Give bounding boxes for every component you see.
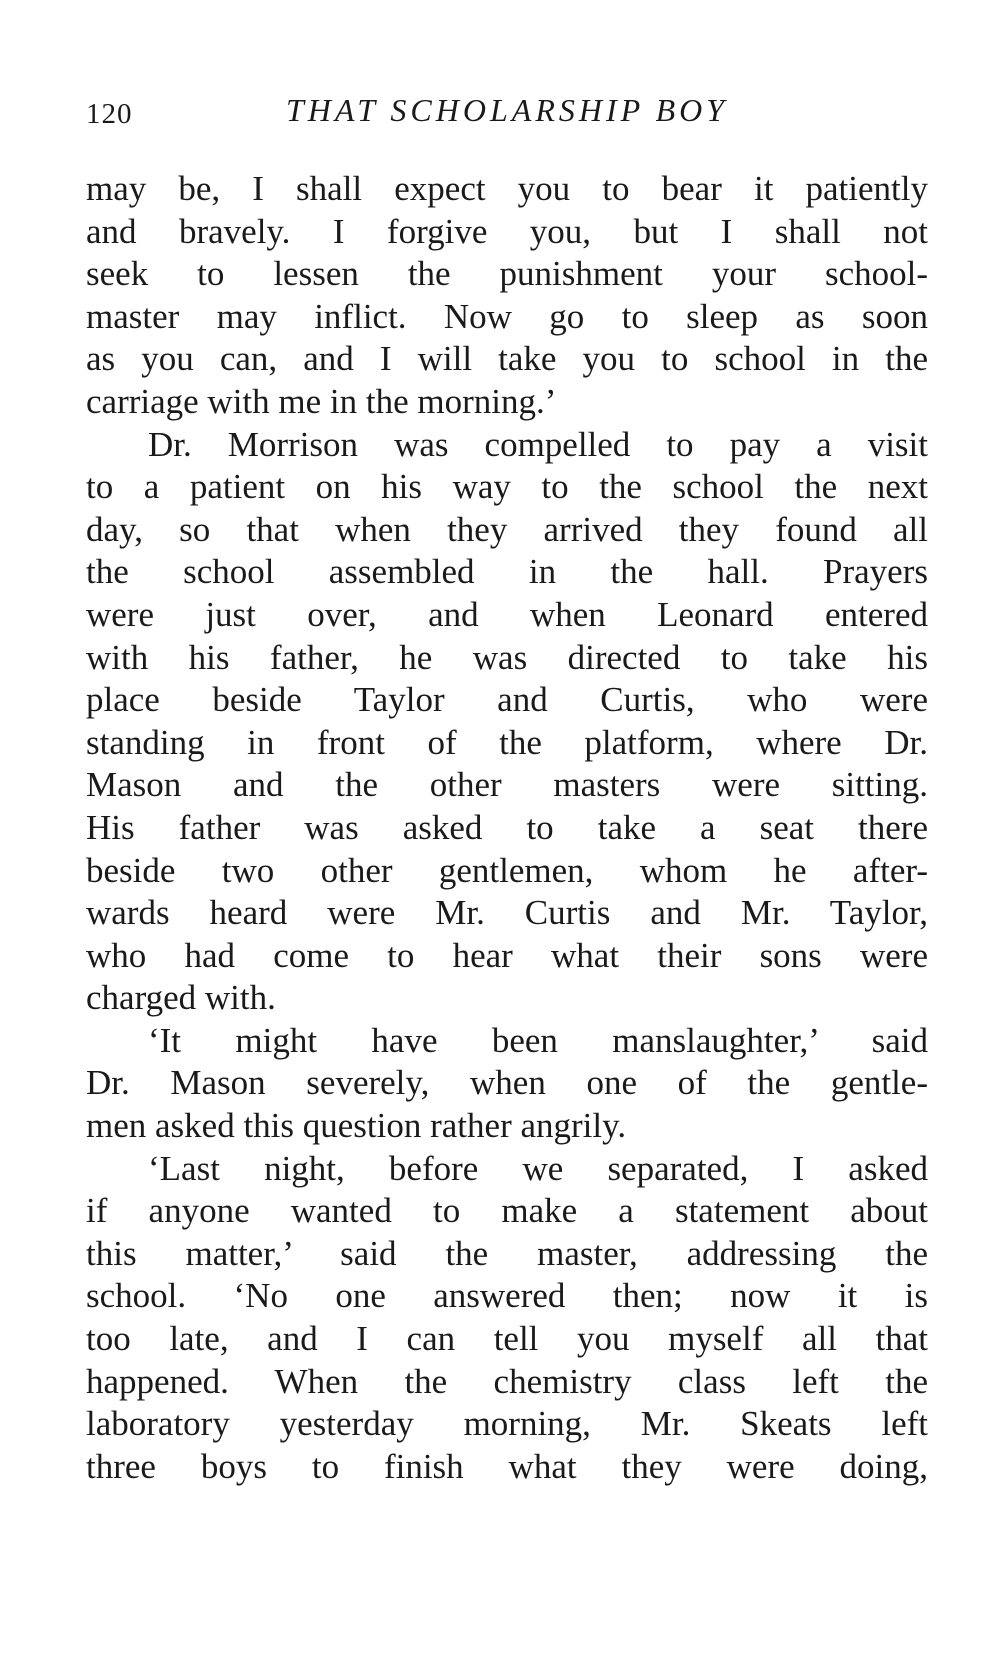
text-line: carriage with me in the morning.’	[86, 381, 557, 421]
text-line: the school assembled in the hall. Prayers	[86, 552, 928, 592]
text-line: too late, and I can tell you myself all that	[86, 1319, 928, 1359]
text-line: Mason and the other masters were sitting.	[86, 765, 928, 805]
text-line: and bravely. I forgive you, but I shall not	[86, 211, 928, 251]
text-line: this matter,’ said the master, addressing the	[86, 1233, 928, 1273]
text-line: three boys to finish what they were doing,	[86, 1446, 928, 1486]
text-line: wards heard were Mr. Curtis and Mr. Taylor,	[86, 893, 928, 933]
text-line: ‘Last night, before we separated, I asked	[148, 1148, 928, 1188]
running-title: THAT SCHOLARSHIP BOY	[285, 92, 729, 128]
text-line: place beside Taylor and Curtis, who were	[86, 680, 928, 720]
text-line: day, so that when they arrived they found all	[86, 509, 928, 549]
text-line: standing in front of the platform, where Dr.	[86, 722, 928, 762]
text-line: if anyone wanted to make a statement about	[86, 1191, 928, 1231]
text-line: master may inflict. Now go to sleep as soon	[86, 296, 928, 336]
text-line: men asked this question rather angrily.	[86, 1106, 627, 1146]
running-head	[86, 92, 928, 136]
text-line: beside two other gentlemen, whom he after-	[86, 850, 928, 890]
text-line: His father was asked to take a seat there	[86, 807, 928, 847]
page-number: 120	[86, 98, 133, 130]
text-line: to a patient on his way to the school the next	[86, 467, 928, 507]
text-line: were just over, and when Leonard entered	[86, 594, 928, 634]
text-line: charged with.	[86, 978, 276, 1018]
text-line: seek to lessen the punishment your school-	[86, 254, 928, 294]
text-line: ‘It might have been manslaughter,’ said	[148, 1020, 928, 1060]
text-line: may be, I shall expect you to bear it patiently	[86, 169, 928, 208]
text-line: school. ‘No one answered then; now it is	[86, 1276, 928, 1316]
text-line: laboratory yesterday morning, Mr. Skeats left	[86, 1404, 928, 1444]
text-line: with his father, he was directed to take his	[86, 637, 928, 677]
text-line: Dr. Mason severely, when one of the gentle-	[86, 1063, 928, 1103]
body-text	[86, 168, 928, 1488]
text-line: who had come to hear what their sons were	[86, 935, 928, 975]
text-line: Dr. Morrison was compelled to pay a visit	[148, 424, 928, 464]
text-line: as you can, and I will take you to school in the	[86, 339, 928, 379]
text-line: happened. When the chemistry class left the	[86, 1361, 928, 1401]
